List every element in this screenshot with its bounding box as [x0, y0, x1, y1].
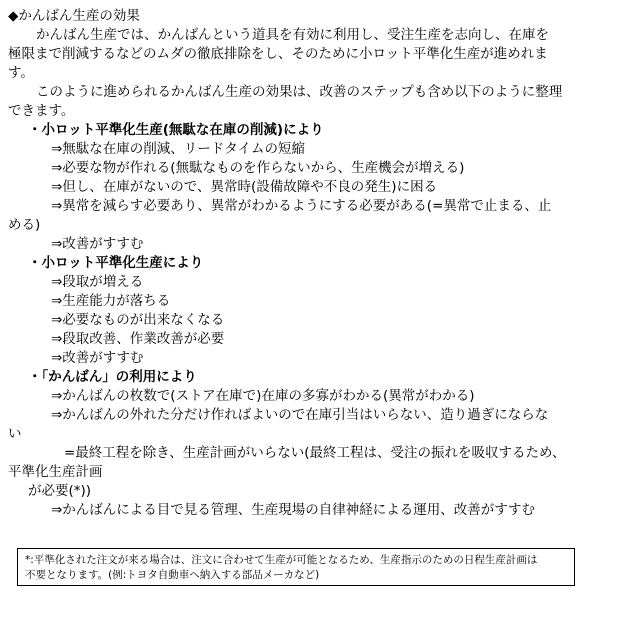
section-item-continuation: 平準化生産計画 [8, 464, 103, 480]
intro-line: できます。 [8, 103, 75, 119]
footnote-box [17, 548, 575, 586]
section-item: ⇒但し、在庫がないので、異常時(設備故障や不良の発生)に困る [51, 179, 438, 195]
section-item-continuation: が必要(*)) [28, 483, 92, 499]
footnote-line: 不要となります。(例:トヨタ自動車へ納入する部品メーカなど) [25, 569, 320, 581]
section-item: ⇒必要なものが出来なくなる [51, 312, 225, 328]
footnote-line: *:平準化された注文が来る場合は、注文に合わせて生産が可能となるため、生産指示のための日程生産計画は [25, 554, 538, 566]
intro-line: 極限まで削減するなどのムダの徹底排除をし、そのために小ロット平準化生産が進めれま [8, 46, 548, 62]
section-title: ・小ロット平準化生産により [28, 255, 204, 271]
section-item: =最終工程を除き、生産計画がいらない(最終工程は、受注の振れを吸収するため、 [64, 445, 566, 461]
section-item: ⇒かんばんの外れた分だけ作ればよいので在庫引当はいらない、造り過ぎにならな [51, 407, 549, 423]
intro-line: かんばん生産では、かんばんという道具を有効に利用し、受注生産を志向し、在庫を [36, 27, 549, 43]
section-item: ⇒かんばんによる目で見る管理、生産現場の自律神経による運用、改善がすすむ [51, 502, 535, 518]
section-item-continuation: める) [8, 217, 41, 233]
section-title: ・「かんばん」の利用により [28, 369, 197, 385]
section-item: ⇒段取が増える [51, 274, 144, 290]
section-item-continuation: い [8, 426, 22, 442]
section-item: ⇒段取改善、作業改善が必要 [51, 331, 225, 347]
document-heading: ◆かんばん生産の効果 [8, 8, 140, 24]
section-item: ⇒必要な物が作れる(無駄なものを作らないから、生産機会が増える) [51, 160, 465, 176]
section-item: ⇒無駄な在庫の削減、リードタイムの短縮 [51, 141, 306, 157]
section-item: ⇒かんばんの枚数で(ストア在庫で)在庫の多寡がわかる(異常がわかる) [51, 388, 475, 404]
section-item: ⇒改善がすすむ [51, 236, 144, 252]
section-item: ⇒改善がすすむ [51, 350, 144, 366]
document-body [8, 7, 612, 520]
section-title: ・小ロット平準化生産(無駄な在庫の削減)により [28, 122, 324, 138]
section-item: ⇒異常を減らす必要あり、異常がわかるようにする必要がある(=異常で止まる、止 [51, 198, 552, 214]
section-item: ⇒生産能力が落ちる [51, 293, 171, 309]
intro-line: す。 [8, 65, 34, 81]
intro-line: このように進められるかんばん生産の効果は、改善のステップも含め以下のように整理 [36, 84, 563, 100]
